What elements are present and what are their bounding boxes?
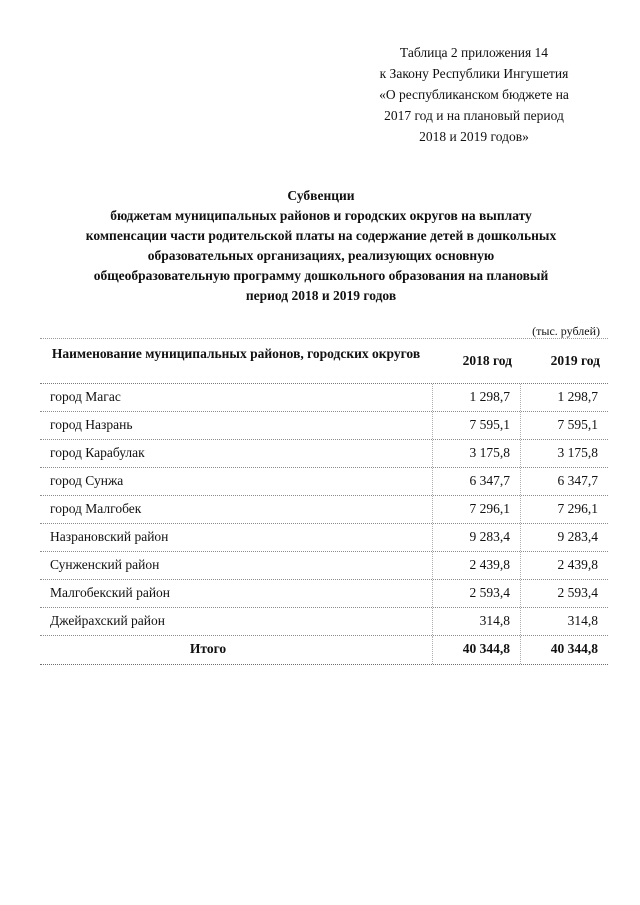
row-name: город Магас [50, 389, 121, 404]
row-2019: 7 595,1 [520, 412, 608, 439]
total-label [40, 636, 432, 664]
appendix-line: Таблица 2 приложения 14 [399, 45, 549, 60]
row-2018: 2 593,4 [432, 580, 520, 607]
table-row [40, 468, 608, 496]
row-2018: 3 175,8 [432, 440, 520, 467]
row-2019: 3 175,8 [520, 440, 608, 467]
row-2019: 9 283,4 [520, 524, 608, 551]
row-2019: 2 593,4 [520, 580, 608, 607]
table-row [40, 412, 608, 440]
appendix-reference [354, 42, 594, 147]
title-line: компенсации части родительской платы на содержание детей в дошкольных [85, 228, 557, 243]
row-2019: 6 347,7 [520, 468, 608, 495]
appendix-line: к Закону Республики Ингушетия [379, 66, 569, 81]
row-name: город Малгобек [50, 501, 142, 516]
total-2018: 40 344,8 [432, 636, 520, 664]
appendix-line: 2017 год и на плановый период [384, 108, 564, 123]
table-body [40, 384, 608, 636]
row-2018: 7 595,1 [432, 412, 520, 439]
row-2018: 6 347,7 [432, 468, 520, 495]
header-2018: 2018 год [462, 353, 512, 368]
appendix-line: 2018 и 2019 годов» [419, 129, 529, 144]
row-2019: 314,8 [520, 608, 608, 635]
table-row [40, 496, 608, 524]
row-name: город Назрань [50, 417, 133, 432]
document-title [46, 186, 596, 306]
title-line: Субвенции [287, 188, 355, 203]
table-header [40, 338, 608, 384]
title-line: бюджетам муниципальных районов и городских округов на выплату [110, 208, 532, 223]
row-2018: 9 283,4 [432, 524, 520, 551]
row-2019: 2 439,8 [520, 552, 608, 579]
row-2019: 1 298,7 [520, 384, 608, 411]
total-label-text: Итого [189, 641, 227, 656]
row-name: Сунженский район [50, 557, 160, 572]
table-row [40, 440, 608, 468]
table-row [40, 608, 608, 636]
units-label: (тыс. рублей) [532, 324, 600, 338]
subventions-table [40, 338, 608, 665]
title-line: общеобразовательную программу дошкольного образования на плановый [93, 268, 549, 283]
table-row [40, 580, 608, 608]
header-name: Наименование муниципальных районов, городских округов [51, 346, 421, 361]
header-2019: 2019 год [550, 353, 600, 368]
title-line: период 2018 и 2019 годов [245, 288, 397, 303]
table-row [40, 552, 608, 580]
appendix-line: «О республиканском бюджете на [379, 87, 569, 102]
total-row [40, 636, 608, 665]
total-2019: 40 344,8 [520, 636, 608, 664]
row-name: Джейрахский район [50, 613, 165, 628]
row-name: Малгобекский район [50, 585, 171, 600]
title-line: образовательных организациях, реализующих основную [147, 248, 495, 263]
row-name: Назрановский район [50, 529, 169, 544]
row-2018: 2 439,8 [432, 552, 520, 579]
row-name: город Карабулак [50, 445, 145, 460]
row-2018: 1 298,7 [432, 384, 520, 411]
table-row [40, 524, 608, 552]
row-2018: 314,8 [432, 608, 520, 635]
table-row [40, 384, 608, 412]
row-name: город Сунжа [50, 473, 124, 488]
row-2018: 7 296,1 [432, 496, 520, 523]
row-2019: 7 296,1 [520, 496, 608, 523]
